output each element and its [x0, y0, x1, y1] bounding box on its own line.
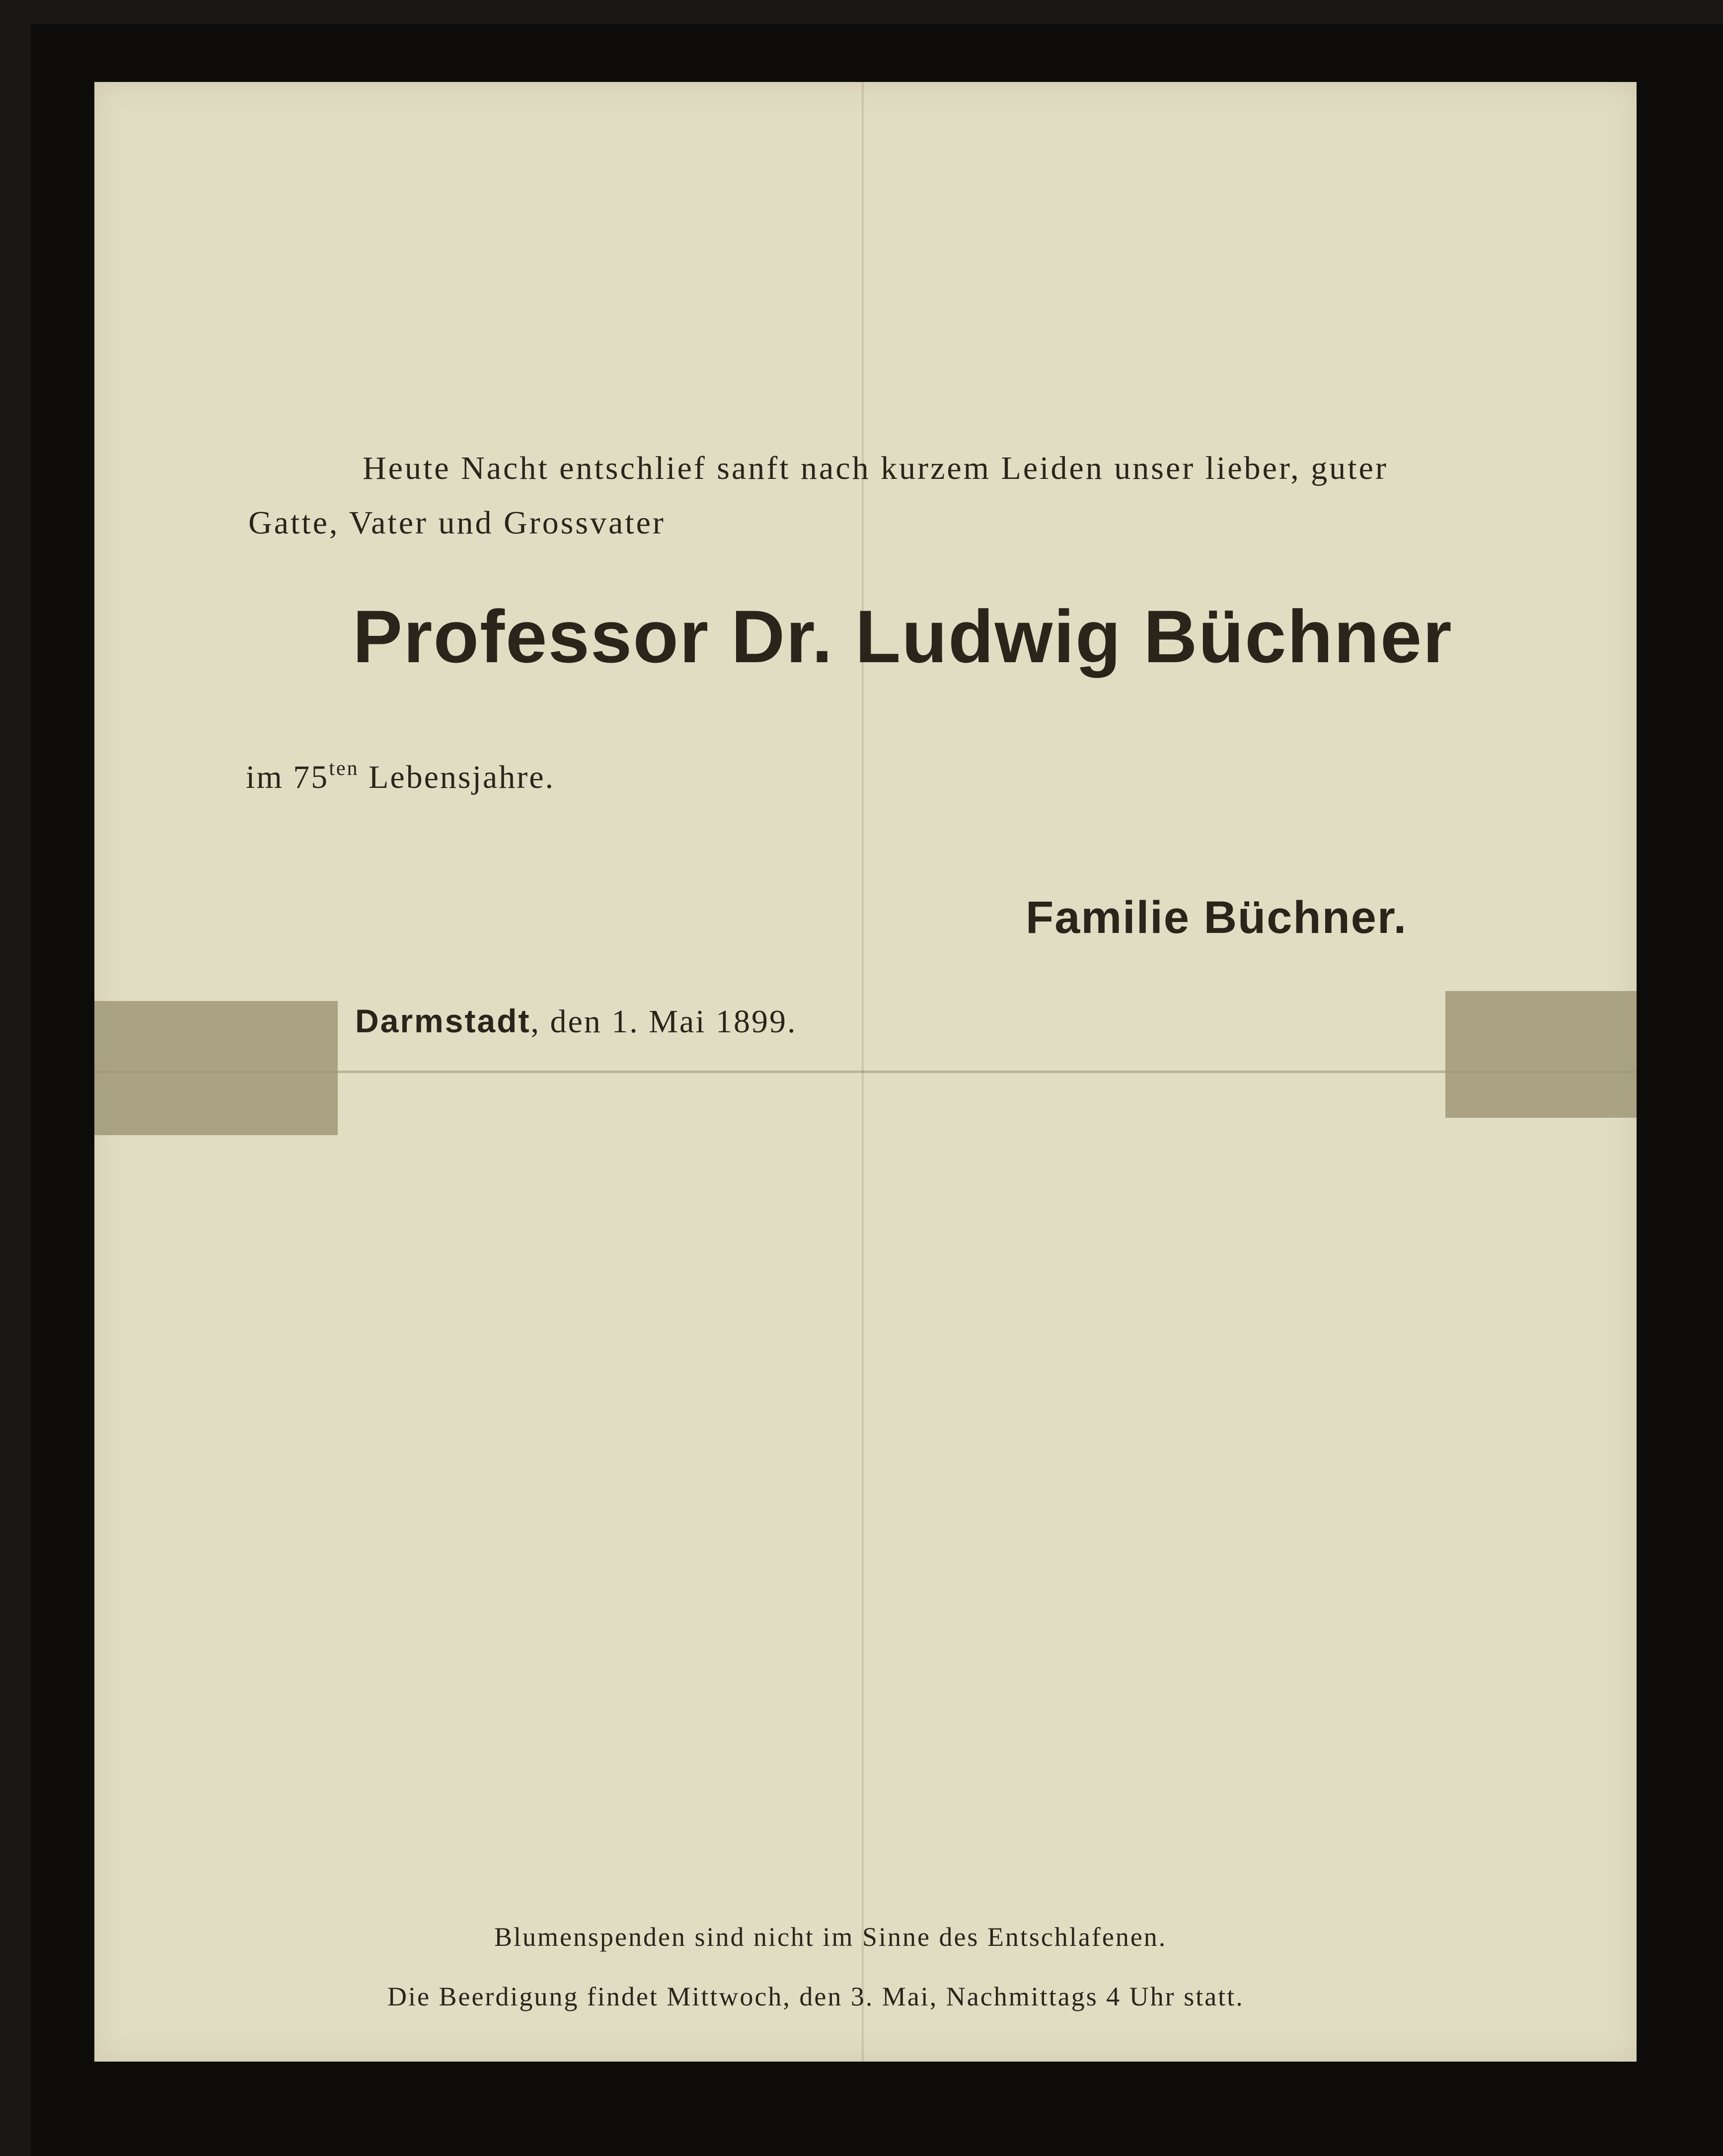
dateline — [355, 1002, 797, 1041]
age-prefix: im 75 — [246, 759, 329, 795]
funeral-note: Die Beerdigung findet Mittwoch, den 3. Mai, Nachmittags 4 Uhr statt. — [387, 1982, 1244, 2011]
tape-strip-left — [94, 1001, 338, 1135]
flowers-note: Blumenspenden sind nicht im Sinne des Entschlafenen. — [494, 1922, 1167, 1952]
paper-sheet — [94, 82, 1637, 2062]
place-name: Darmstadt — [355, 1002, 531, 1039]
date-text: , den 1. Mai 1899. — [530, 1003, 797, 1040]
family-signature: Familie Büchner. — [1026, 892, 1408, 943]
deceased-name: Professor Dr. Ludwig Büchner — [353, 595, 1453, 678]
intro-line-2: Gatte, Vater und Grossvater — [248, 505, 666, 541]
age-superscript: ten — [329, 757, 359, 780]
intro-line-1: Heute Nacht entschlief sanft nach kurzem Leiden unser lieber, guter — [363, 450, 1388, 486]
tape-strip-right — [1445, 991, 1637, 1118]
age-line — [246, 759, 555, 796]
age-suffix: Lebensjahre. — [359, 759, 555, 795]
